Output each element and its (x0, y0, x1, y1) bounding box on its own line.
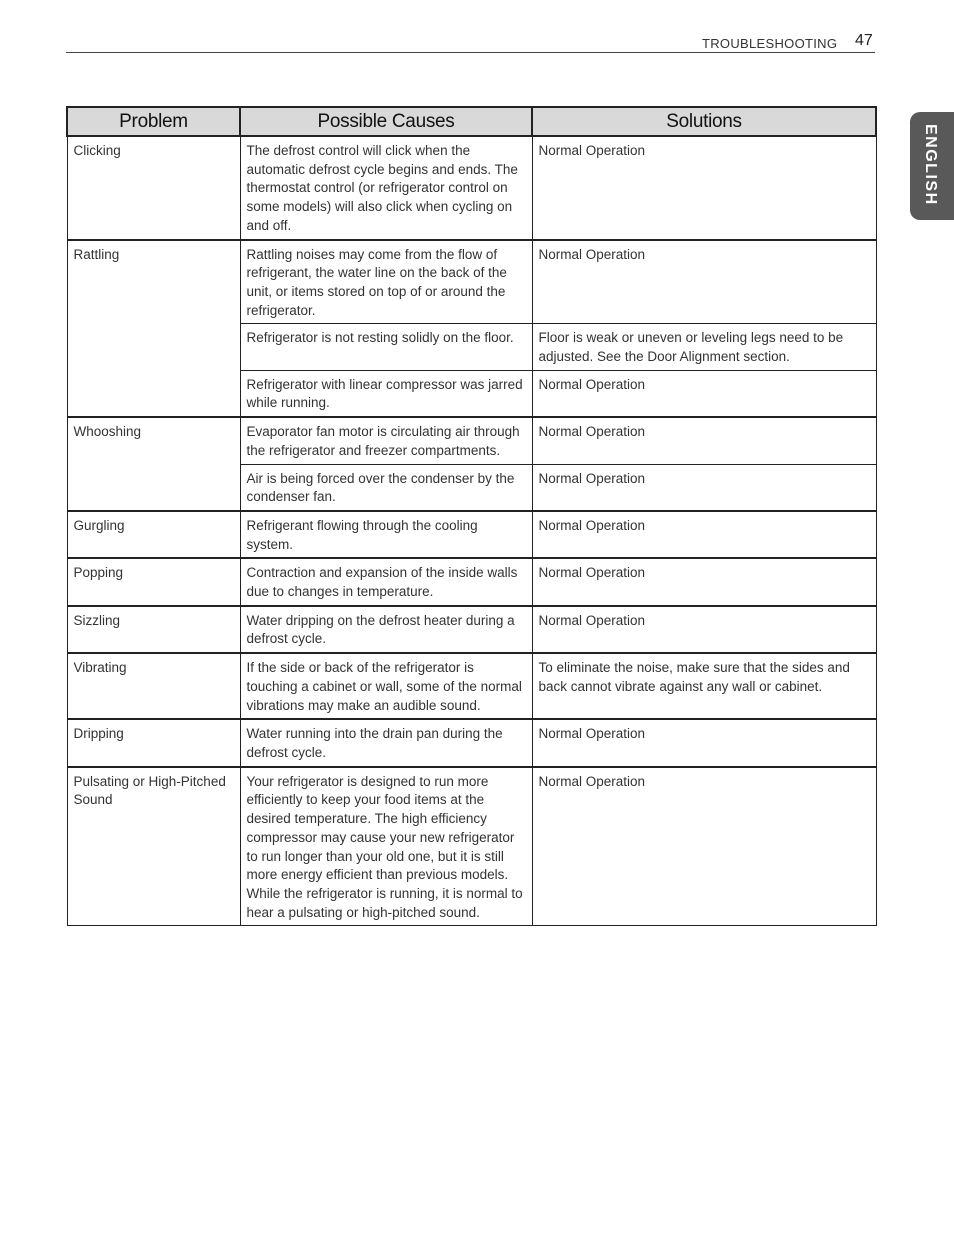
solution-cell: Normal Operation (532, 719, 876, 766)
solution-cell: Normal Operation (532, 606, 876, 653)
table-row (67, 240, 876, 324)
cause-cell: Refrigerator is not resting solidly on the floor. (240, 324, 532, 370)
table-row (67, 606, 876, 653)
column-header-causes: Possible Causes (240, 107, 532, 136)
solution-cell: Normal Operation (532, 767, 876, 926)
solution-cell: To eliminate the noise, make sure that the sides and back cannot vibrate against any wall or cabinet. (532, 653, 876, 719)
page-number: 47 (855, 32, 873, 49)
table-row (67, 767, 876, 926)
cause-cell: Water dripping on the defrost heater during a defrost cycle. (240, 606, 532, 653)
cause-cell: Evaporator fan motor is circulating air through the refrigerator and freezer compartments. (240, 417, 532, 464)
problem-cell: Rattling (67, 240, 240, 418)
cause-cell: Contraction and expansion of the inside walls due to changes in temperature. (240, 558, 532, 605)
problem-cell: Clicking (67, 136, 240, 240)
table-header-row (67, 107, 876, 136)
section-title: TROUBLESHOOTING (702, 36, 838, 51)
solution-cell: Normal Operation (532, 240, 876, 324)
problem-cell: Sizzling (67, 606, 240, 653)
column-header-solutions: Solutions (532, 107, 876, 136)
problem-cell: Gurgling (67, 511, 240, 558)
language-tab (910, 112, 954, 220)
table-row (67, 719, 876, 766)
table-row (67, 558, 876, 605)
solution-cell: Normal Operation (532, 417, 876, 464)
solution-cell: Floor is weak or uneven or leveling legs need to be adjusted. See the Door Alignment section. (532, 324, 876, 370)
header-rule (66, 52, 875, 53)
problem-cell: Pulsating or High-Pitched Sound (67, 767, 240, 926)
cause-cell: Water running into the drain pan during the defrost cycle. (240, 719, 532, 766)
cause-cell: Refrigerant flowing through the cooling system. (240, 511, 532, 558)
solution-cell: Normal Operation (532, 511, 876, 558)
cause-cell: Refrigerator with linear compressor was jarred while running. (240, 370, 532, 417)
solution-cell: Normal Operation (532, 136, 876, 240)
problem-cell: Dripping (67, 719, 240, 766)
table-row (67, 136, 876, 240)
problem-cell: Vibrating (67, 653, 240, 719)
language-tab-label: ENGLISH (922, 124, 939, 206)
cause-cell: Rattling noises may come from the flow of refrigerant, the water line on the back of the unit, or items stored on top of or around the refrigerator. (240, 240, 532, 324)
table-row (67, 417, 876, 464)
problem-cell: Whooshing (67, 417, 240, 511)
cause-cell: If the side or back of the refrigerator is touching a cabinet or wall, some of the normal vibrations may make an audible sound. (240, 653, 532, 719)
cause-cell: Air is being forced over the condenser by the condenser fan. (240, 464, 532, 511)
column-header-problem: Problem (67, 107, 240, 136)
solution-cell: Normal Operation (532, 558, 876, 605)
cause-cell: Your refrigerator is designed to run more efficiently to keep your food items at the desired temperature. The high efficiency compressor may cause your new refrigerator to run longer than your old one, but it is still more energy efficient than previous models. While the refrigerator is running, it is normal to hear a pulsating or high-pitched sound. (240, 767, 532, 926)
troubleshooting-table (66, 106, 877, 926)
table-body (67, 136, 876, 926)
cause-cell: The defrost control will click when the automatic defrost cycle begins and ends. The thermostat control (or refrigerator control on some models) will also click when cycling on and off. (240, 136, 532, 240)
solution-cell: Normal Operation (532, 370, 876, 417)
problem-cell: Popping (67, 558, 240, 605)
table-row (67, 511, 876, 558)
solution-cell: Normal Operation (532, 464, 876, 511)
table-row (67, 653, 876, 719)
